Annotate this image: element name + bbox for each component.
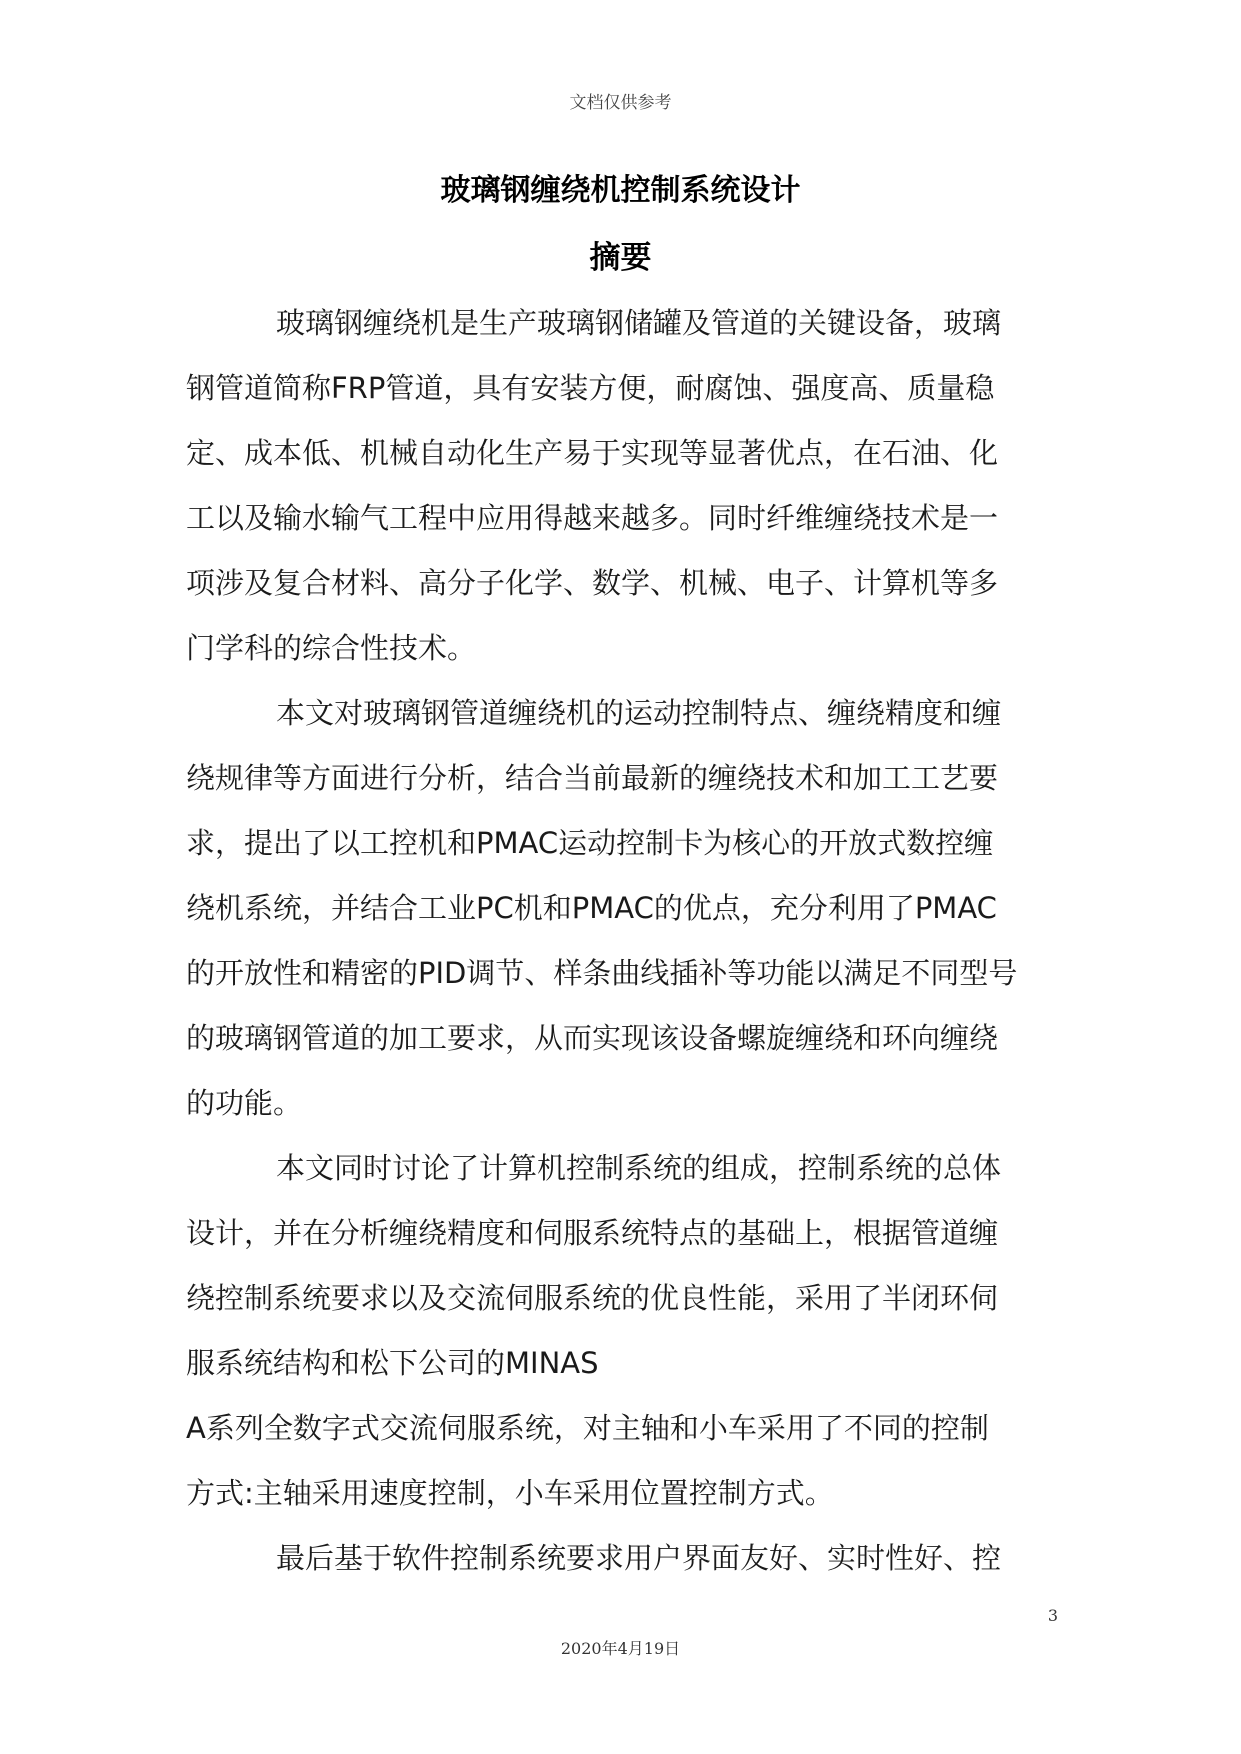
text-line: 设计，并在分析缠绕精度和伺服系统特点的基础上，根据管道缠 (186, 1216, 999, 1250)
text-line: 绕控制系统要求以及交流伺服系统的优良性能，采用了半闭环伺 (186, 1281, 999, 1315)
text-line: 绕机系统，并结合工业PC机和PMAC的优点，充分利用了PMAC (186, 891, 997, 925)
document-title: 玻璃钢缠绕机控制系统设计 (440, 173, 801, 208)
text-line: 最后基于软件控制系统要求用户界面友好、实时性好、控 (276, 1541, 1002, 1575)
section-title-abstract: 摘要 (589, 240, 652, 276)
paragraph-1 (186, 291, 1056, 681)
page-number: 3 (1047, 1606, 1058, 1625)
text-line: 绕规律等方面进行分析，结合当前最新的缠绕技术和加工工艺要 (186, 761, 999, 795)
paragraph-4 (186, 1526, 1056, 1591)
text-line: A系列全数字式交流伺服系统，对主轴和小车采用了不同的控制 (186, 1411, 989, 1445)
text-line: 项涉及复合材料、高分子化学、数学、机械、电子、计算机等多 (186, 566, 999, 600)
text-line: 服系统结构和松下公司的MINAS (186, 1346, 599, 1380)
text-line: 本文对玻璃钢管道缠绕机的运动控制特点、缠绕精度和缠 (276, 696, 1002, 730)
paragraph-2 (186, 681, 1056, 1136)
text-line: 工以及输水输气工程中应用得越来越多。同时纤维缠绕技术是一 (186, 501, 999, 535)
text-line: 的玻璃钢管道的加工要求，从而实现该设备螺旋缠绕和环向缠绕 (186, 1021, 999, 1055)
text-line: 定、成本低、机械自动化生产易于实现等显著优点，在石油、化 (186, 436, 999, 470)
page-footer-date: 2020年4月19日 (560, 1639, 681, 1658)
text-line: 本文同时讨论了计算机控制系统的组成，控制系统的总体 (276, 1151, 1002, 1185)
text-line: 玻璃钢缠绕机是生产玻璃钢储罐及管道的关键设备，玻璃 (276, 306, 1002, 340)
text-line: 求，提出了以工控机和PMAC运动控制卡为核心的开放式数控缠 (186, 826, 994, 860)
abstract-body (186, 291, 1056, 1591)
text-line: 门学科的综合性技术。 (186, 631, 477, 665)
text-line: 方式:主轴采用速度控制，小车采用位置控制方式。 (186, 1476, 834, 1510)
page-header: 文档仅供参考 (569, 93, 672, 113)
text-line: 的开放性和精密的PID调节、样条曲线插补等功能以满足不同型号 (186, 956, 1018, 990)
text-line: 钢管道简称FRP管道，具有安装方便，耐腐蚀、强度高、质量稳 (186, 371, 995, 405)
text-line: 的功能。 (186, 1086, 303, 1120)
paragraph-3 (186, 1136, 1056, 1526)
